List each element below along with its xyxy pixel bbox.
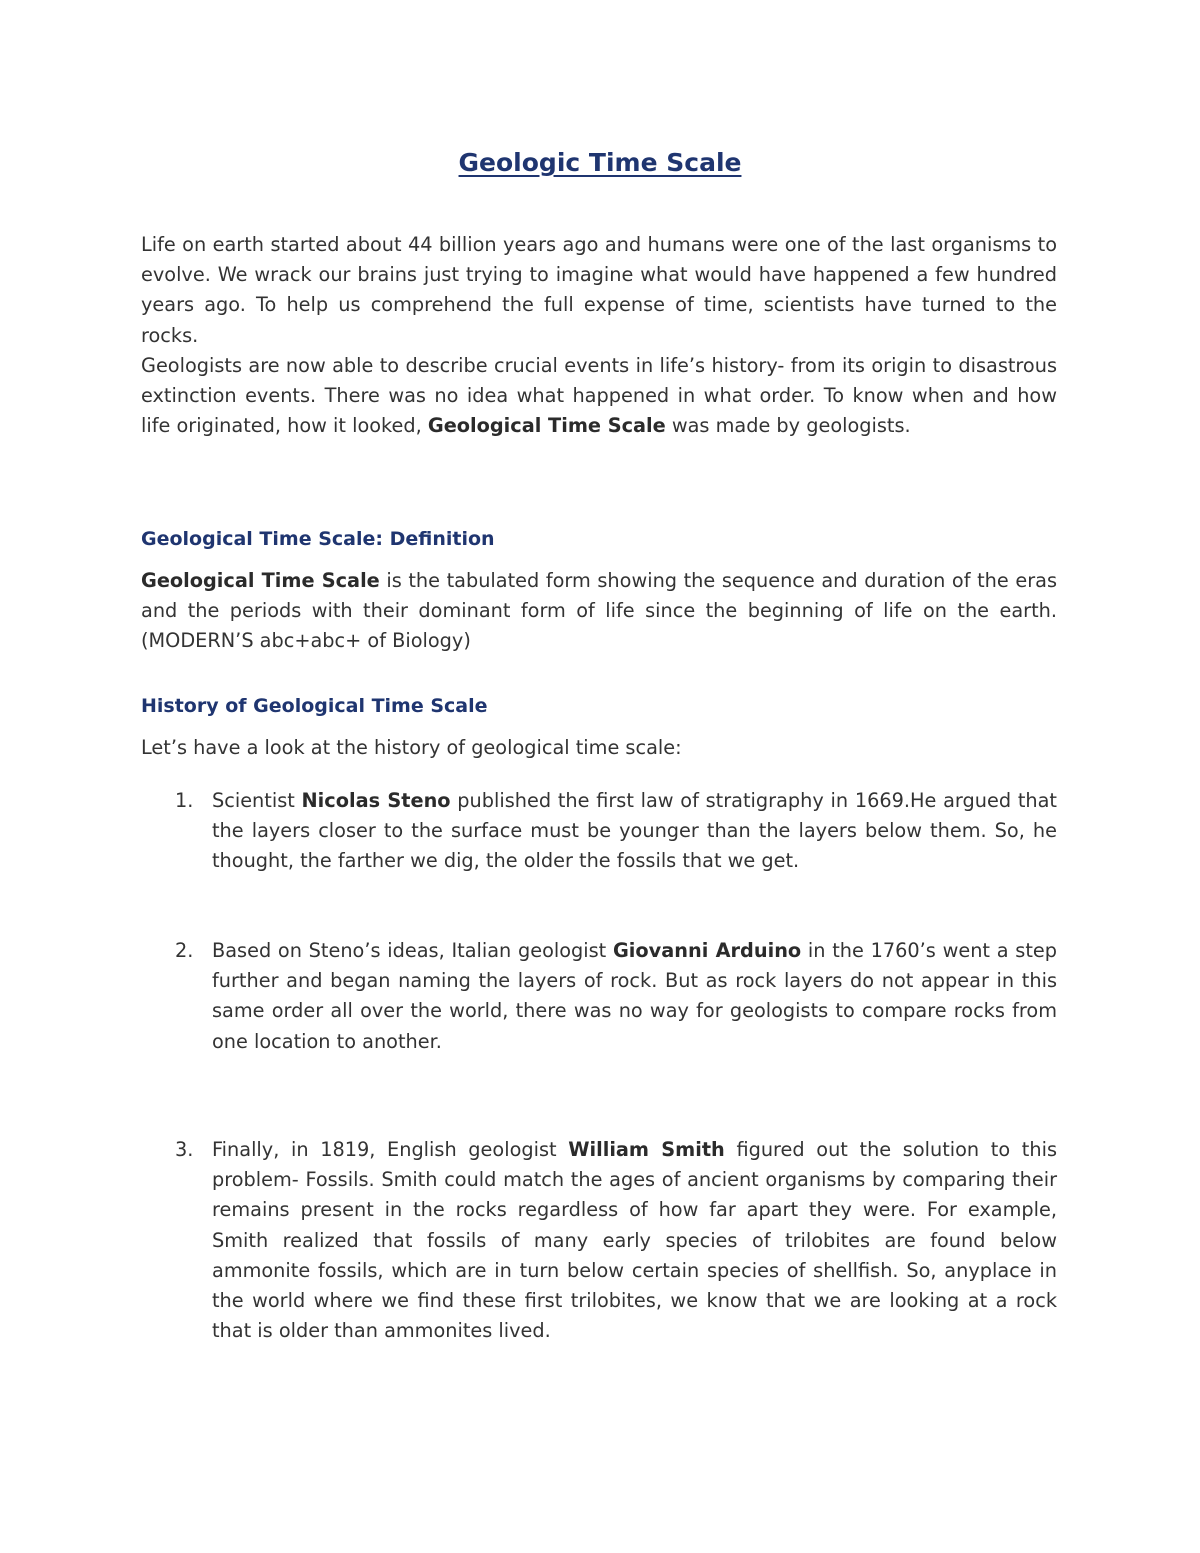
definition-bold-term: Geological Time Scale <box>141 569 380 592</box>
history-lead: Let’s have a look at the history of geological time scale: <box>141 736 682 759</box>
definition-heading: Geological Time Scale: Definition <box>141 528 495 550</box>
intro-paragraph-2-bold-term: Geological Time Scale <box>427 414 666 438</box>
intro-paragraph-2-tail: was made by geologists. <box>665 414 911 438</box>
list-item-bold-name: William Smith <box>568 1138 725 1161</box>
list-item-number: 1. <box>175 789 194 812</box>
list-item-lead: Finally, in 1819, English geologist <box>212 1138 569 1161</box>
list-item-bold-name: Giovanni Arduino <box>612 939 802 962</box>
list-item-text <box>212 936 1057 1057</box>
definition-text: is the tabulated form showing the sequence and duration of the eras and the periods with their dominant form of life since the beginning of life on the earth. (MODERN’S abc+abc+ of Biology) <box>141 569 1057 653</box>
list-item-lead: Scientist <box>212 789 302 812</box>
list-item-tail: published the first law of stratigraphy in 1669.He argued that the layers closer to the surface must be younger than the layers below them. So, he thought, the farther we dig, the older the fossils that we get. <box>212 789 1057 873</box>
list-item-lead: Based on Steno’s ideas, Italian geologist <box>212 939 613 962</box>
intro-paragraph-2-lead: Geologists are now able to describe crucial events in life’s history- from its origin to disastrous extinction events. There was no idea what happened in what order. To know when and how life originated, how it looked, <box>141 354 1057 438</box>
intro-paragraph-1: Life on earth started about 44 billion years ago and humans were one of the last organisms to evolve. We wrack our brains just trying to imagine what would have happened a few hundred years ago. To help us comprehend the full expense of time, scientists have turned to the rocks. <box>141 233 1057 347</box>
intro-paragraph-2 <box>141 351 1057 442</box>
list-item-number: 2. <box>175 939 194 962</box>
list-item-text <box>212 786 1057 877</box>
document-title-text: Geologic Time Scale <box>458 148 742 177</box>
list-item-tail: in the 1760’s went a step further and began naming the layers of rock. But as rock layers do not appear in this same order all over the world, there was no way for geologists to compare rocks from one location to another. <box>212 939 1057 1053</box>
history-heading: History of Geological Time Scale <box>141 695 488 717</box>
list-item-number: 3. <box>175 1138 194 1161</box>
list-item-tail: figured out the solution to this problem- Fossils. Smith could match the ages of ancient organisms by comparing their remains present in the rocks regardless of how far apart they were. For example, Smith realized that fossils of many early species of trilobites are found below ammonite fossils, which are in turn below certain species of shellfish. So, anyplace in the world where we find these first trilobites, we know that we are looking at a rock that is older than ammonites lived. <box>212 1138 1057 1343</box>
list-item-bold-name: Nicolas Steno <box>301 789 451 812</box>
definition-paragraph <box>141 566 1057 657</box>
list-item-text <box>212 1135 1057 1346</box>
document-title <box>0 146 1200 180</box>
